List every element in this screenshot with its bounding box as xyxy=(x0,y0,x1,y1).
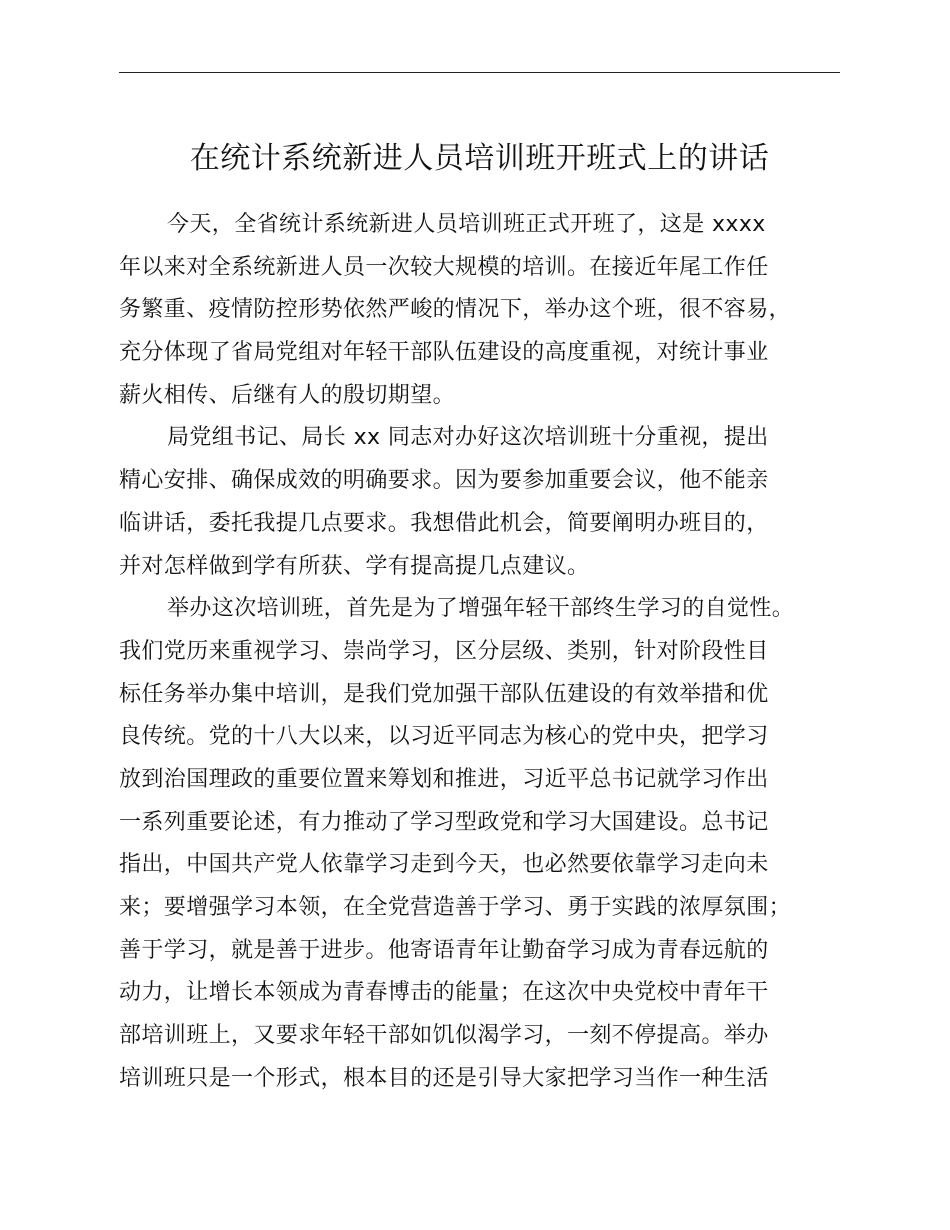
body-line: 局党组书记、局长 xx 同志对办好这次培训班十分重视，提出 xyxy=(167,425,769,451)
body-line: 指出，中国共产党人依靠学习走到今天，也必然要依靠学习走向未 xyxy=(119,852,769,878)
body-line: 并对怎样做到学有所获、学有提高提几点建议。 xyxy=(119,553,590,579)
body-line: 举办这次培训班，首先是为了增强年轻干部终生学习的自觉性。 xyxy=(167,596,795,622)
body-line: 放到治国理政的重要位置来筹划和推进，习近平总书记就学习作出 xyxy=(119,766,769,792)
body-line: 薪火相传、后继有人的殷切期望。 xyxy=(119,382,456,408)
body-line: 来；要增强学习本领，在全党营造善于学习、勇于实践的浓厚氛围； xyxy=(119,895,792,920)
body-line: 充分体现了省局党组对年轻干部队伍建设的高度重视，对统计事业 xyxy=(119,340,769,366)
body-line: 良传统。党的十八大以来，以习近平同志为核心的党中央，把学习 xyxy=(119,724,769,750)
body-line: 动力，让增长本领成为青春博击的能量；在这次中央党校中青年干 xyxy=(119,980,769,1006)
body-line: 临讲话，委托我提几点要求。我想借此机会，简要阐明办班目的， xyxy=(119,510,769,536)
body-line: 我们党历来重视学习、崇尚学习，区分层级、类别，针对阶段性目 xyxy=(119,638,769,664)
body-line: 年以来对全系统新进人员一次较大规模的培训。在接近年尾工作任 xyxy=(119,254,769,280)
body-line: 务繁重、疫情防控形势依然严峻的情况下，举办这个班，很不容易， xyxy=(119,297,792,323)
body-line: 精心安排、确保成效的明确要求。因为要参加重要会议，他不能亲 xyxy=(119,468,769,494)
body-line: 一系列重要论述，有力推动了学习型政党和学习大国建设。总书记 xyxy=(119,809,769,835)
document-body xyxy=(119,204,849,1100)
body-line: 善于学习，就是善于进步。他寄语青年让勤奋学习成为青春远航的 xyxy=(119,937,769,963)
body-line: 培训班只是一个形式，根本目的还是引导大家把学习当作一种生活 xyxy=(119,1065,769,1091)
header-rule xyxy=(119,72,840,73)
body-line: 部培训班上，又要求年轻干部如饥似渴学习，一刻不停提高。举办 xyxy=(119,1023,769,1049)
document-title: 在统计系统新进人员培训班开班式上的讲话 xyxy=(189,141,770,176)
body-line: 今天，全省统计系统新进人员培训班正式开班了，这是 xxxx xyxy=(167,212,766,237)
body-line: 标任务举办集中培训，是我们党加强干部队伍建设的有效举措和优 xyxy=(119,681,769,707)
